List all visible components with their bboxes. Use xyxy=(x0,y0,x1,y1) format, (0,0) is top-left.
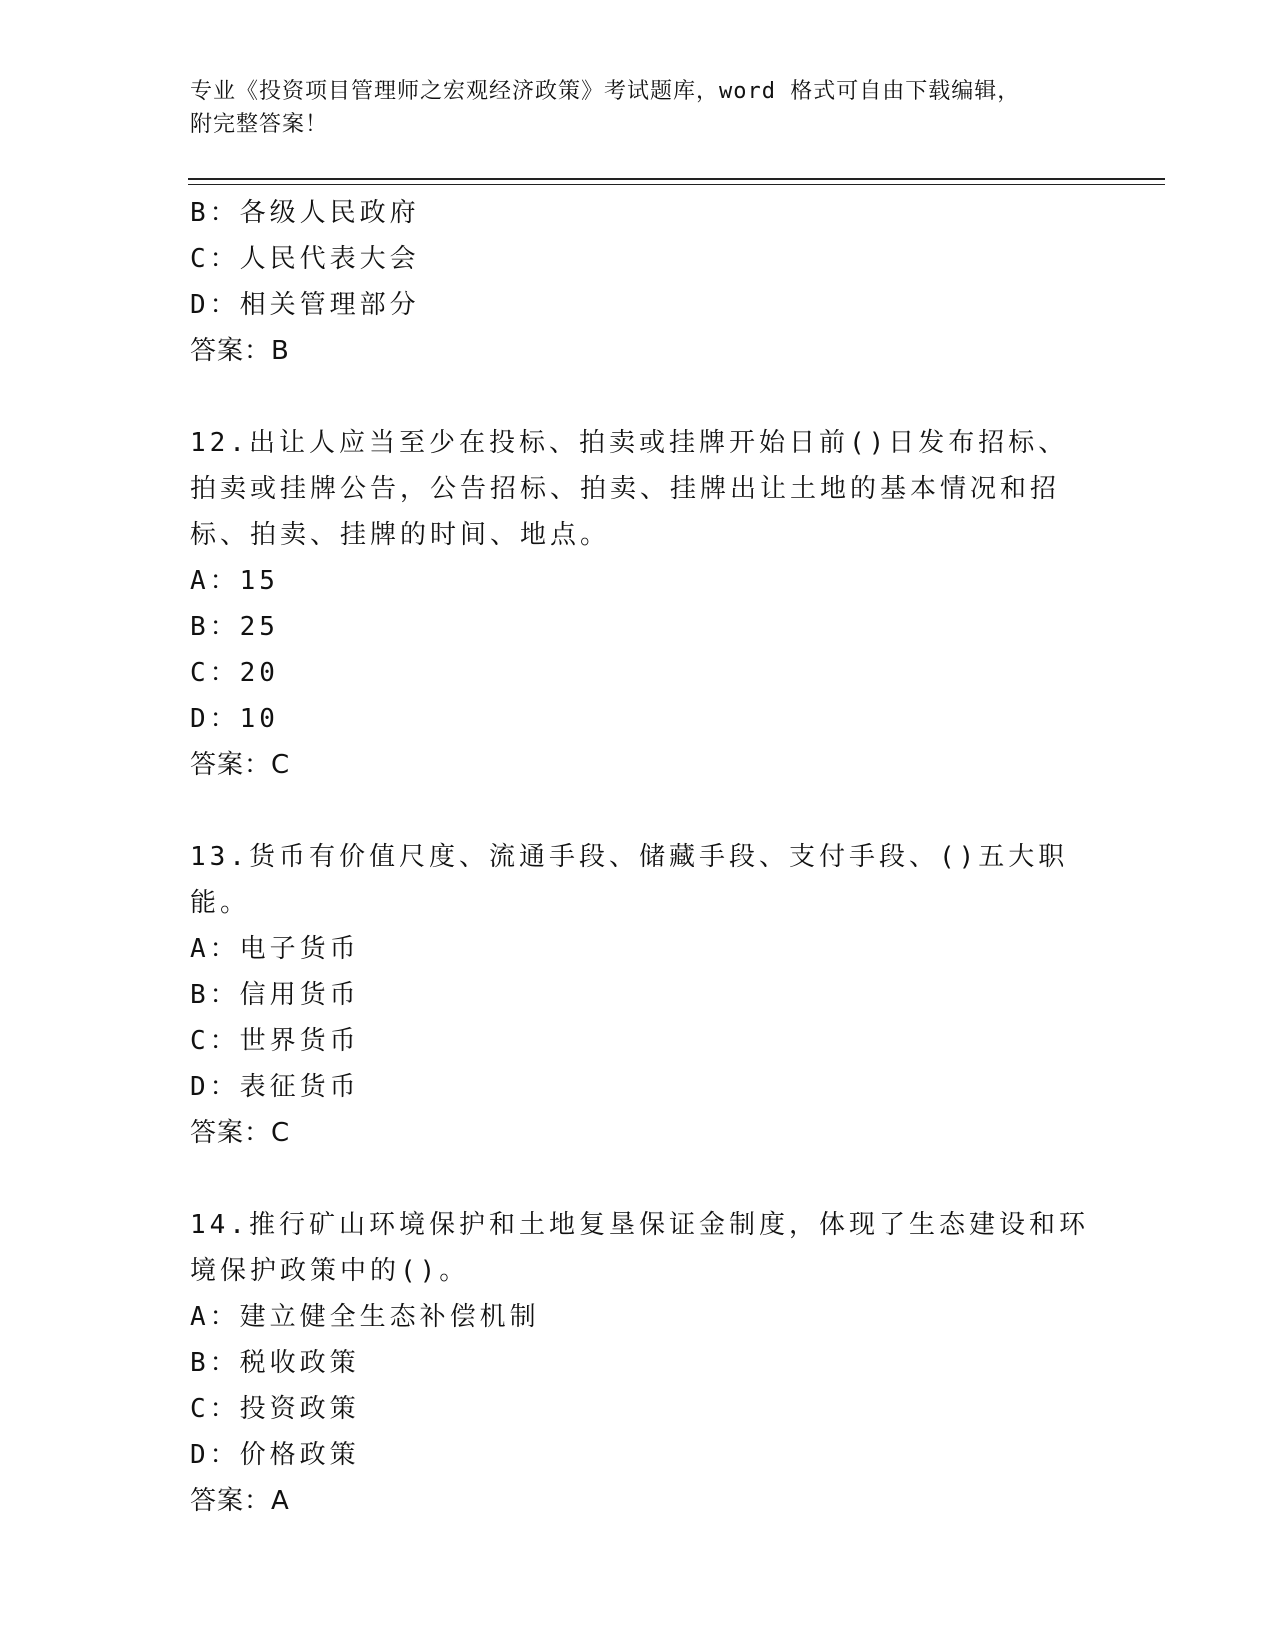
answer-line: 答案：C xyxy=(190,750,291,780)
question-gap xyxy=(190,1156,1090,1202)
question-stem: 13.货币有价值尺度、流通手段、储藏手段、支付手段、()五大职能。 xyxy=(190,842,1069,918)
answer-line: 答案：C xyxy=(190,1118,291,1148)
question-14 xyxy=(190,1202,1090,1524)
option-b: B：各级人民政府 xyxy=(190,198,420,228)
option-d: D：10 xyxy=(190,704,279,734)
option-b: B：信用货币 xyxy=(190,980,360,1010)
header-divider-thin xyxy=(188,184,1165,185)
answer-line: 答案：A xyxy=(190,1486,290,1516)
question-stem: 14.推行矿山环境保护和土地复垦保证金制度，体现了生态建设和环境保护政策中的()。 xyxy=(190,1210,1089,1286)
option-d: D：相关管理部分 xyxy=(190,290,420,320)
option-a: A：电子货币 xyxy=(190,934,360,964)
question-12 xyxy=(190,420,1090,788)
option-b: B：25 xyxy=(190,612,279,642)
question-13 xyxy=(190,834,1090,1156)
header-line-2: 附完整答案！ xyxy=(190,112,329,137)
option-a: A：15 xyxy=(190,566,279,596)
question-gap xyxy=(190,374,1090,420)
option-d: D：价格政策 xyxy=(190,1440,360,1470)
question-11-continued xyxy=(190,190,1090,374)
option-c: C：20 xyxy=(190,658,279,688)
question-list xyxy=(190,190,1090,1524)
option-b: B：税收政策 xyxy=(190,1348,360,1378)
question-stem: 12.出让人应当至少在投标、拍卖或挂牌开始日前()日发布招标、拍卖或挂牌公告，公告招标、拍卖、挂牌出让土地的基本情况和招标、拍卖、挂牌的时间、地点。 xyxy=(190,428,1069,550)
question-gap xyxy=(190,788,1090,834)
option-a: A：建立健全生态补偿机制 xyxy=(190,1302,540,1332)
option-c: C：投资政策 xyxy=(190,1394,360,1424)
option-c: C：世界货币 xyxy=(190,1026,360,1056)
option-c: C：人民代表大会 xyxy=(190,244,420,274)
option-d: D：表征货币 xyxy=(190,1072,360,1102)
header-divider-thick xyxy=(188,178,1165,180)
document-header xyxy=(190,75,1090,141)
answer-line: 答案：B xyxy=(190,336,290,366)
header-line-1: 专业《投资项目管理师之宏观经济政策》考试题库，word 格式可自由下载编辑， xyxy=(190,79,1021,104)
